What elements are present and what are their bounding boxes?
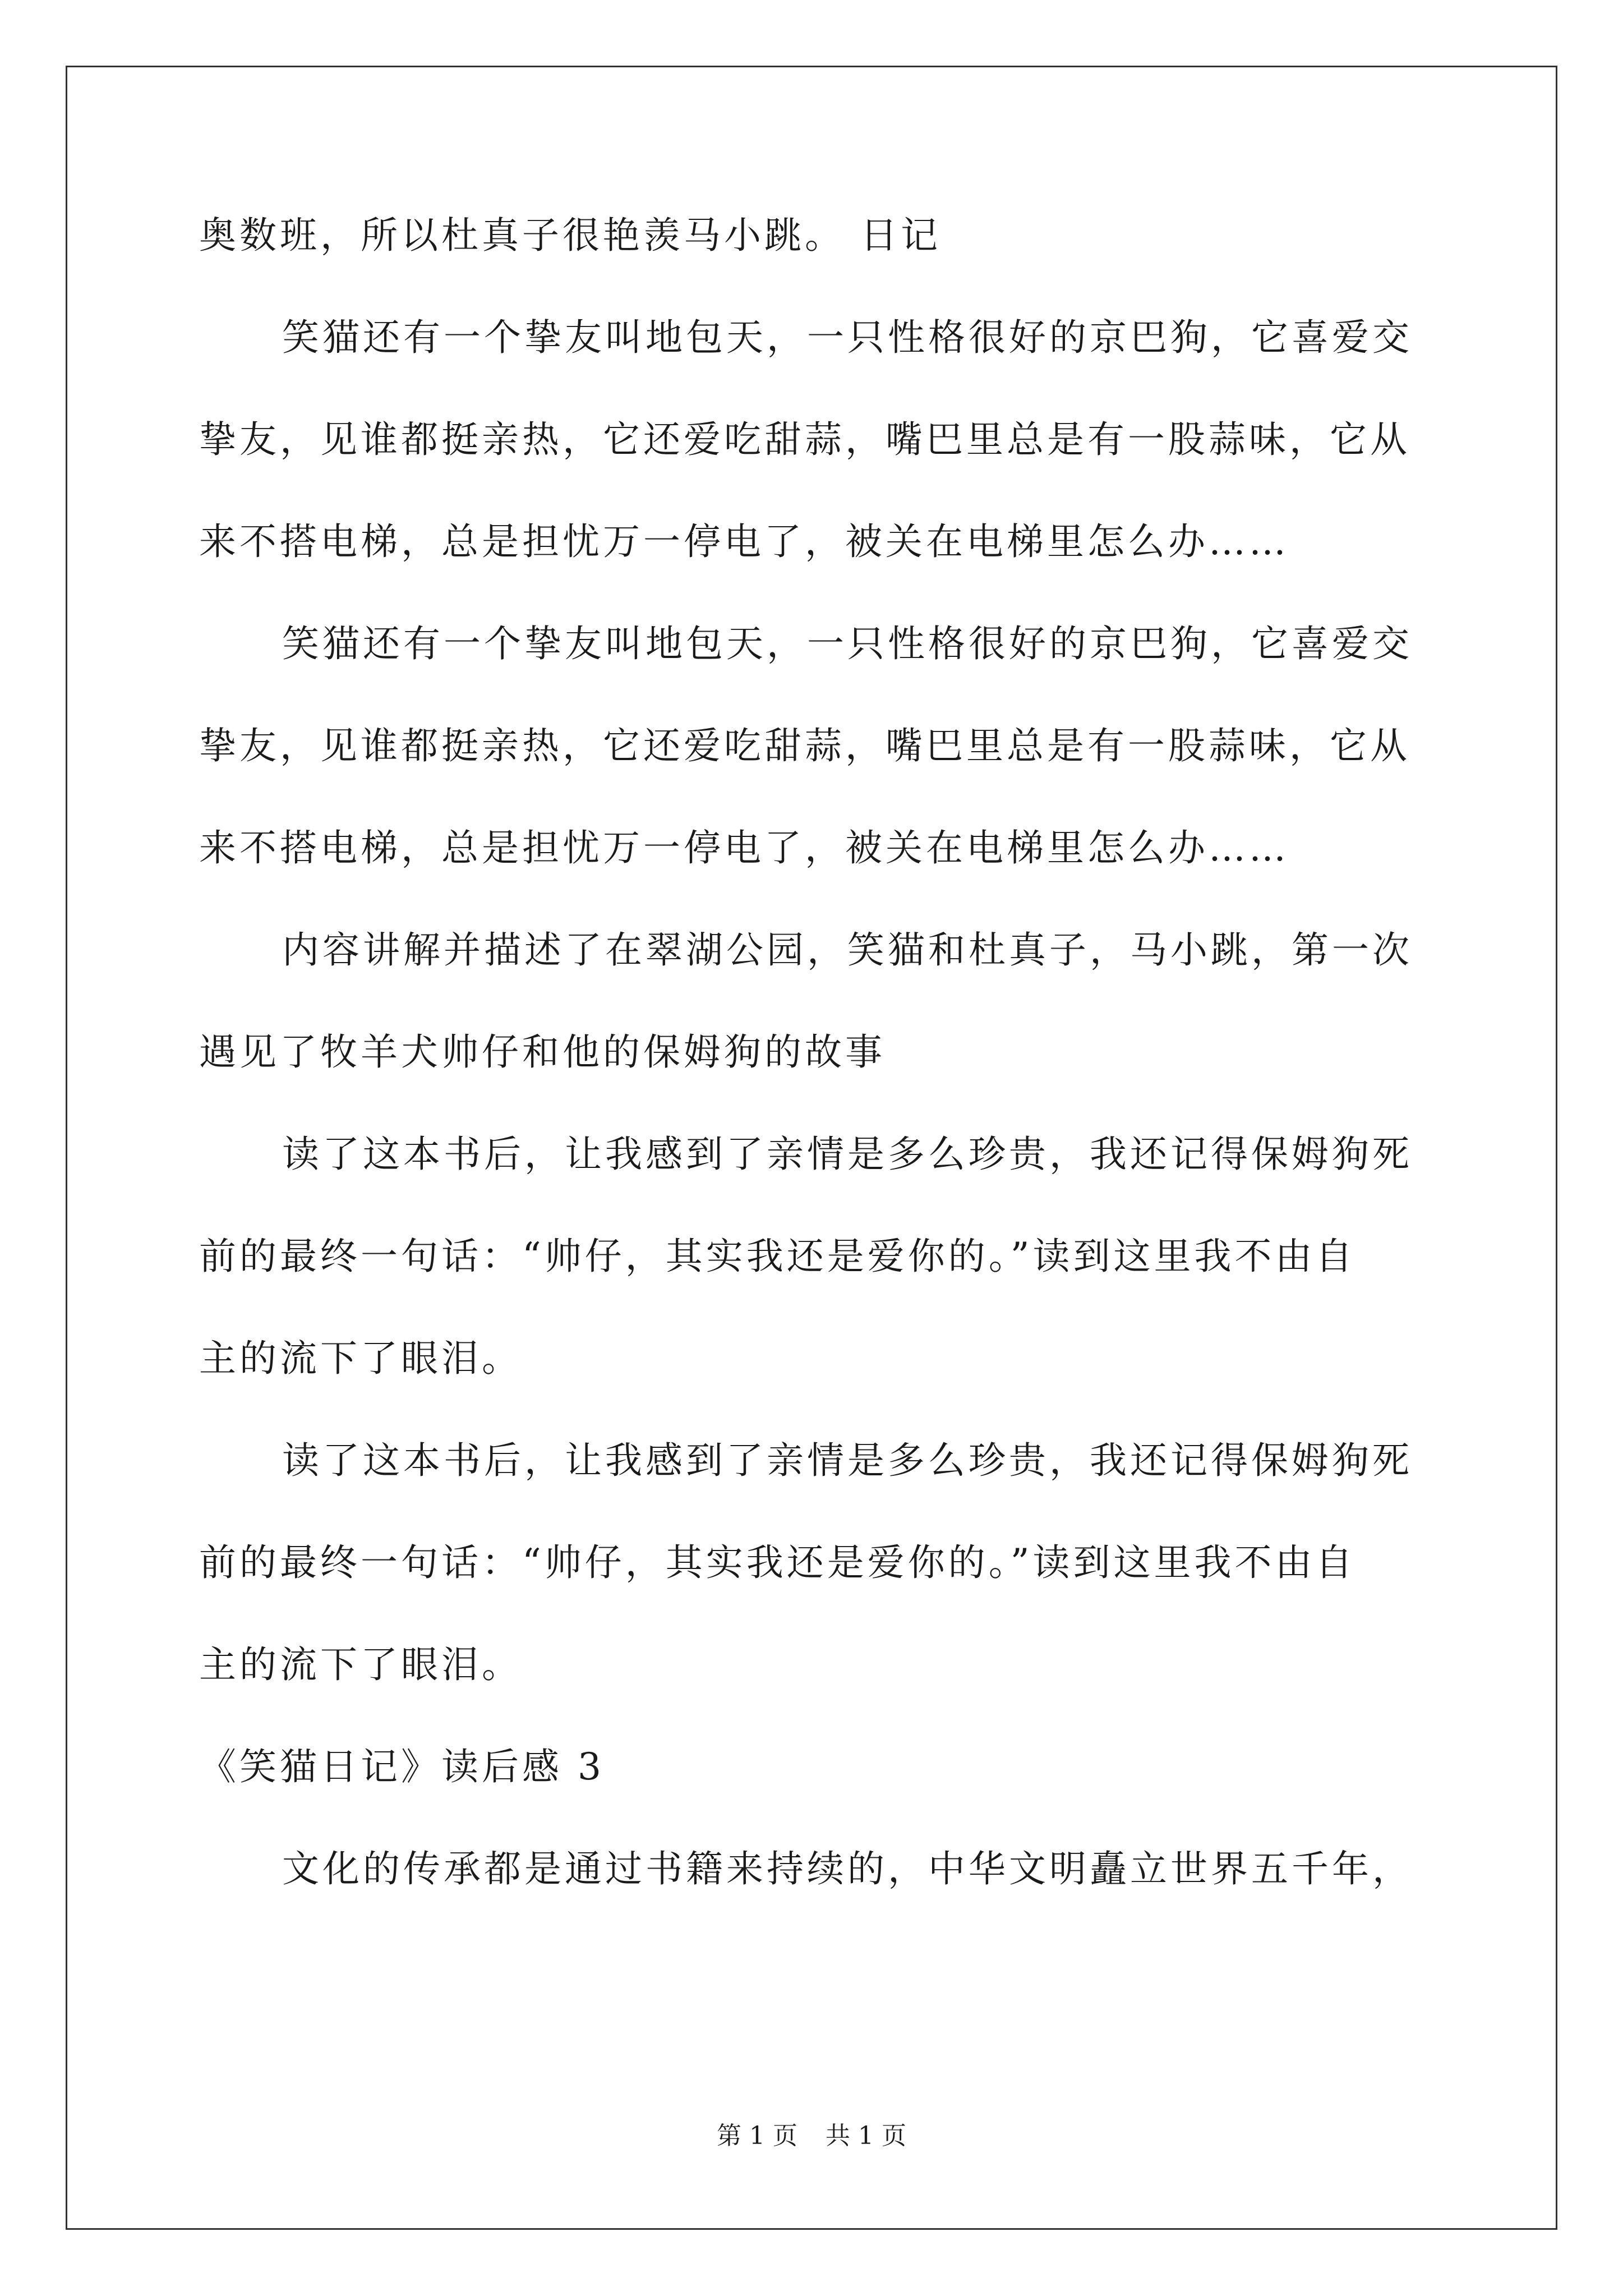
text-line: 遇见了牧羊犬帅仔和他的保姆狗的故事 bbox=[199, 1030, 886, 1074]
text-line: 主的流下了眼泪。 bbox=[199, 1643, 522, 1686]
text-line: 读了这本书后，让我感到了亲情是多么珍贵，我还记得保姆狗死 bbox=[282, 1133, 1413, 1176]
text-line: 挚友，见谁都挺亲热，它还爱吃甜蒜，嘴巴里总是有一股蒜味，它从 bbox=[199, 724, 1410, 767]
text-line: 笑猫还有一个挚友叫地包天，一只性格很好的京巴狗，它喜爱交 bbox=[282, 316, 1413, 359]
page-number: 第 1 页 bbox=[717, 2122, 797, 2150]
text-line: 奥数班，所以杜真子很艳羡马小跳。 日记 bbox=[199, 214, 941, 257]
section-heading: 《笑猫日记》读后感 3 bbox=[199, 1745, 605, 1788]
text-line: 文化的传承都是通过书籍来持续的，中华文明矗立世界五千年， bbox=[282, 1847, 1413, 1890]
text-line: 来不搭电梯，总是担忧万一停电了，被关在电梯里怎么办…… bbox=[199, 826, 1289, 869]
text-line: 前的最终一句话：“帅仔，其实我还是爱你的。”读到这里我不由自 bbox=[199, 1235, 1356, 1278]
text-line: 读了这本书后，让我感到了亲情是多么珍贵，我还记得保姆狗死 bbox=[282, 1439, 1413, 1482]
text-line: 来不搭电梯，总是担忧万一停电了，被关在电梯里怎么办…… bbox=[199, 520, 1289, 563]
text-line: 前的最终一句话：“帅仔，其实我还是爱你的。”读到这里我不由自 bbox=[199, 1541, 1356, 1584]
text-line: 挚友，见谁都挺亲热，它还爱吃甜蒜，嘴巴里总是有一股蒜味，它从 bbox=[199, 418, 1410, 461]
page-total: 共 1 页 bbox=[826, 2122, 906, 2150]
text-line: 内容讲解并描述了在翠湖公园，笑猫和杜真子，马小跳，第一次 bbox=[282, 928, 1413, 972]
text-line: 主的流下了眼泪。 bbox=[199, 1337, 522, 1380]
text-line: 笑猫还有一个挚友叫地包天，一只性格很好的京巴狗，它喜爱交 bbox=[282, 622, 1413, 665]
page-footer bbox=[0, 2120, 1623, 2152]
